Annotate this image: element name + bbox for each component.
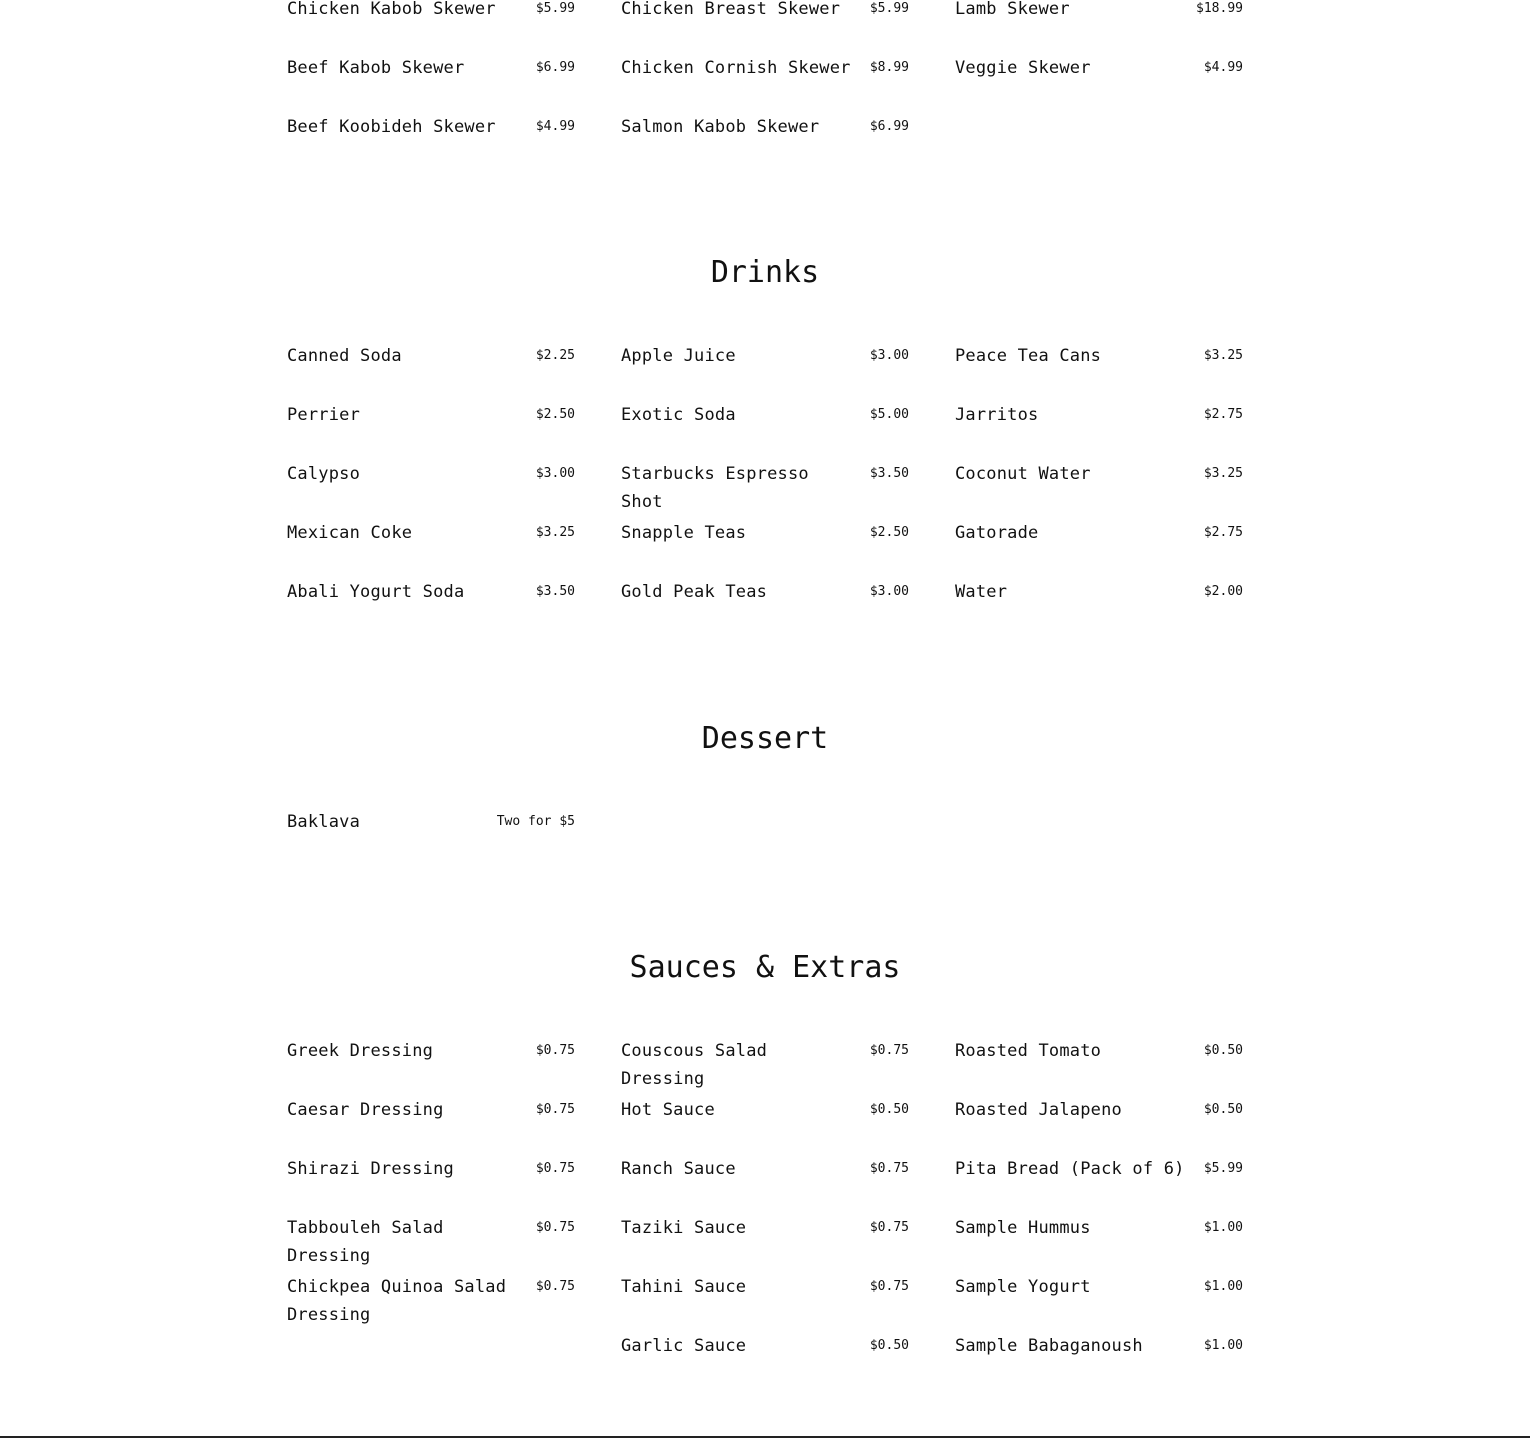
item-price: $0.75 [869, 1043, 909, 1058]
item-price: $3.00 [869, 584, 909, 599]
item-price: $3.25 [1203, 348, 1243, 363]
item-name: Shirazi Dressing [287, 1159, 454, 1179]
item-price: $0.50 [869, 1338, 909, 1353]
item-price: $3.25 [1203, 466, 1243, 481]
item-price: $0.75 [535, 1161, 575, 1176]
item-price: $3.00 [535, 466, 575, 481]
item-price: $0.50 [1203, 1043, 1243, 1058]
item-name: Pita Bread (Pack of 6) [955, 1159, 1185, 1179]
item-name: Chickpea Quinoa Salad Dressing [287, 1277, 507, 1325]
item-price: $1.00 [1203, 1220, 1243, 1235]
item-price: $4.99 [1203, 60, 1243, 75]
item-price: $5.00 [869, 407, 909, 422]
menu-item [955, 401, 1243, 460]
item-name: Roasted Jalapeno [955, 1100, 1122, 1120]
item-price: $18.99 [1196, 1, 1243, 16]
menu-item [955, 1273, 1243, 1332]
item-name: Snapple Teas [621, 523, 747, 543]
menu-item [955, 342, 1243, 401]
menu-item [955, 519, 1243, 578]
item-price: $3.50 [869, 466, 909, 481]
item-name: Tabbouleh Salad Dressing [287, 1218, 444, 1266]
menu-item [287, 113, 575, 172]
menu-item [287, 1214, 575, 1273]
menu-item [621, 578, 909, 637]
item-price: $2.75 [1203, 407, 1243, 422]
item-name: Starbucks Espresso Shot [621, 464, 809, 512]
menu-item [955, 1155, 1243, 1214]
item-price: $0.75 [535, 1220, 575, 1235]
item-name: Roasted Tomato [955, 1041, 1102, 1061]
menu-item [621, 519, 909, 578]
dessert-column-1 [287, 808, 575, 867]
item-price: $0.75 [869, 1161, 909, 1176]
menu-item [621, 1037, 909, 1096]
item-name: Abali Yogurt Soda [287, 582, 465, 602]
item-name: Taziki Sauce [621, 1218, 747, 1238]
menu-item [621, 1155, 909, 1214]
dessert-column-3 [955, 808, 1243, 867]
item-name: Veggie Skewer [955, 58, 1091, 78]
skewers-column-3 [955, 0, 1243, 172]
item-name: Sample Yogurt [955, 1277, 1091, 1297]
item-price: $2.50 [535, 407, 575, 422]
item-name: Greek Dressing [287, 1041, 434, 1061]
item-price: $2.50 [869, 525, 909, 540]
item-name: Beef Kabob Skewer [287, 58, 465, 78]
item-price: $6.99 [869, 119, 909, 134]
item-price: $0.75 [535, 1043, 575, 1058]
menu-item [287, 1096, 575, 1155]
sauces-column-1 [287, 1037, 575, 1391]
section-title-drinks: Drinks [710, 255, 820, 290]
menu-item [621, 401, 909, 460]
drinks-column-2 [621, 342, 909, 637]
menu-item [621, 1273, 909, 1332]
drinks-grid [287, 342, 1242, 637]
item-name: Gold Peak Teas [621, 582, 768, 602]
item-price: $3.50 [535, 584, 575, 599]
skewers-grid [287, 0, 1242, 172]
footer-divider [0, 1436, 1530, 1438]
menu-item [287, 342, 575, 401]
item-name: Canned Soda [287, 346, 402, 366]
item-price: $0.50 [1203, 1102, 1243, 1117]
item-price: $1.00 [1203, 1279, 1243, 1294]
item-price: $1.00 [1203, 1338, 1243, 1353]
item-name: Exotic Soda [621, 405, 736, 425]
menu-item [287, 401, 575, 460]
item-name: Sample Babaganoush [955, 1336, 1143, 1356]
menu-item [287, 1155, 575, 1214]
item-price: $5.99 [535, 1, 575, 16]
menu-item [955, 1214, 1243, 1273]
sauces-column-3 [955, 1037, 1243, 1391]
menu-item [287, 54, 575, 113]
section-title-dessert: Dessert [701, 721, 829, 756]
skewers-column-2 [621, 0, 909, 172]
item-name: Perrier [287, 405, 361, 425]
item-price: $6.99 [535, 60, 575, 75]
menu-item [287, 1037, 575, 1096]
item-price: $3.25 [535, 525, 575, 540]
menu-item [621, 54, 909, 113]
item-name: Water [955, 582, 1008, 602]
item-name: Gatorade [955, 523, 1039, 543]
item-name: Calypso [287, 464, 361, 484]
menu-item [287, 519, 575, 578]
menu-item [955, 1096, 1243, 1155]
item-name: Ranch Sauce [621, 1159, 736, 1179]
menu-item [621, 342, 909, 401]
menu-item [621, 0, 909, 54]
menu-item [621, 1214, 909, 1273]
item-price: $8.99 [869, 60, 909, 75]
menu-item [621, 1332, 909, 1391]
menu-item [955, 578, 1243, 637]
item-price: $2.25 [535, 348, 575, 363]
menu-item [621, 1096, 909, 1155]
section-title-sauces: Sauces & Extras [629, 950, 901, 985]
item-price: $2.75 [1203, 525, 1243, 540]
menu-item [287, 808, 575, 867]
menu-item [287, 460, 575, 519]
menu-item [287, 578, 575, 637]
dessert-grid [287, 808, 1242, 867]
item-name: Baklava [287, 812, 361, 832]
item-price: $0.75 [869, 1279, 909, 1294]
item-name: Coconut Water [955, 464, 1091, 484]
item-name: Salmon Kabob Skewer [621, 117, 820, 137]
item-name: Caesar Dressing [287, 1100, 444, 1120]
menu-item [955, 1037, 1243, 1096]
menu-item [955, 460, 1243, 519]
menu-item [955, 1332, 1243, 1391]
item-price: $0.75 [535, 1102, 575, 1117]
item-name: Lamb Skewer [955, 0, 1070, 19]
menu-item [955, 54, 1243, 113]
item-name: Mexican Coke [287, 523, 413, 543]
item-name: Beef Koobideh Skewer [287, 117, 496, 137]
item-name: Sample Hummus [955, 1218, 1091, 1238]
item-name: Apple Juice [621, 346, 736, 366]
item-price: $0.50 [869, 1102, 909, 1117]
drinks-column-3 [955, 342, 1243, 637]
item-name: Peace Tea Cans [955, 346, 1102, 366]
drinks-column-1 [287, 342, 575, 637]
item-price: $0.75 [535, 1279, 575, 1294]
item-price: $3.00 [869, 348, 909, 363]
item-price: $2.00 [1203, 584, 1243, 599]
menu-item [287, 0, 575, 54]
item-name: Hot Sauce [621, 1100, 715, 1120]
item-name: Chicken Kabob Skewer [287, 0, 496, 19]
skewers-column-1 [287, 0, 575, 172]
item-price: $4.99 [535, 119, 575, 134]
item-name: Tahini Sauce [621, 1277, 747, 1297]
dessert-column-2 [621, 808, 909, 867]
sauces-column-2 [621, 1037, 909, 1391]
item-name: Couscous Salad Dressing [621, 1041, 768, 1089]
menu-item [955, 0, 1243, 54]
menu-item [287, 1273, 575, 1332]
item-name: Chicken Breast Skewer [621, 0, 841, 19]
item-name: Garlic Sauce [621, 1336, 747, 1356]
menu-item [621, 113, 909, 172]
item-price: $5.99 [1203, 1161, 1243, 1176]
item-price: $5.99 [869, 1, 909, 16]
sauces-grid [287, 1037, 1242, 1391]
item-name: Chicken Cornish Skewer [621, 58, 851, 78]
item-price: Two for $5 [496, 814, 575, 829]
menu-item [621, 460, 909, 519]
item-price: $0.75 [869, 1220, 909, 1235]
item-name: Jarritos [955, 405, 1039, 425]
